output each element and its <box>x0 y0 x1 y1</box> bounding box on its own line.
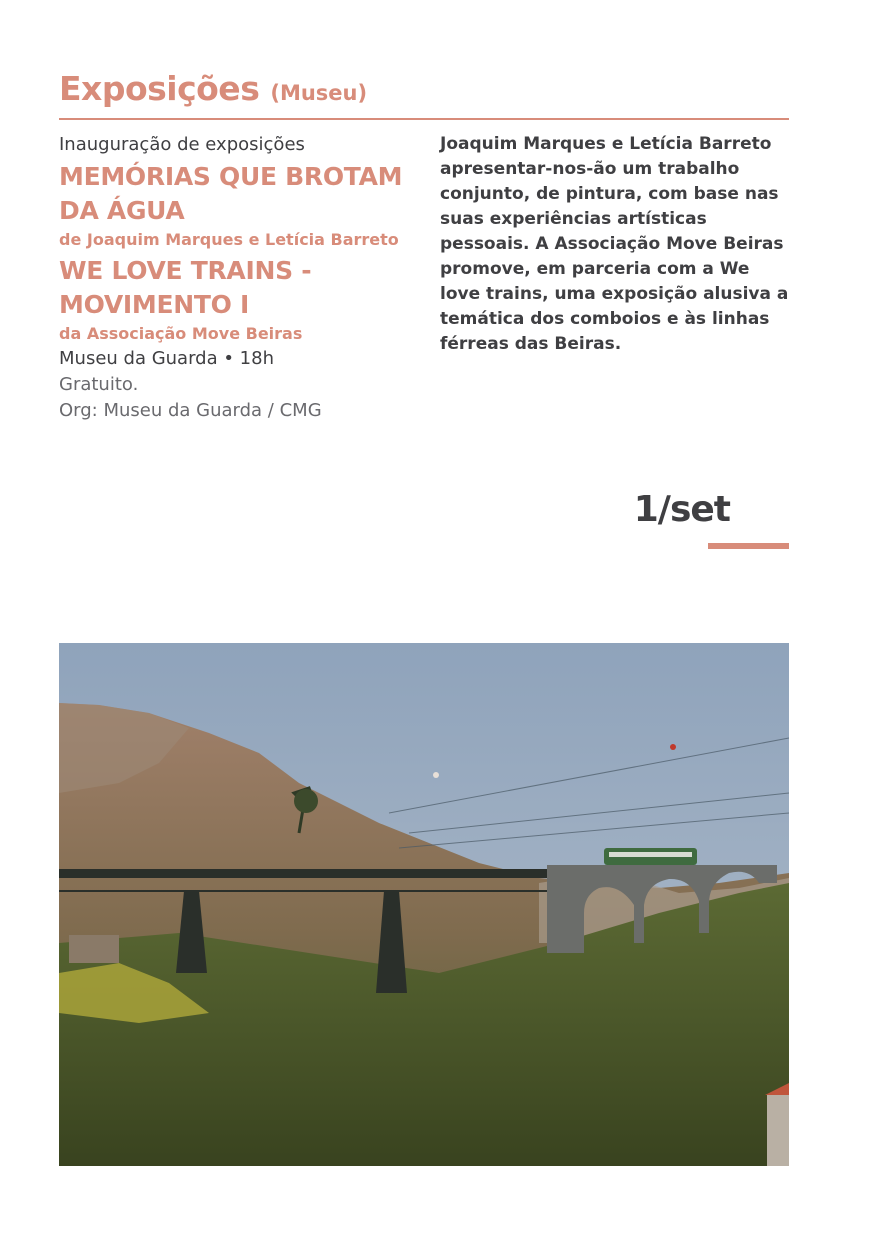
line-marker-white <box>433 772 439 778</box>
section-title-text: Exposições <box>59 69 260 108</box>
farmhouse <box>69 935 119 963</box>
line-marker-red <box>670 744 676 750</box>
event-organizer: Org: Museu da Guarda / CMG <box>59 400 322 421</box>
event-kicker: Inauguração de exposições <box>59 134 305 155</box>
train-windows <box>609 852 692 857</box>
section-title <box>59 66 789 116</box>
photo-illustration <box>59 643 789 1166</box>
event-details <box>59 132 429 424</box>
event-date: 1/set <box>633 489 730 530</box>
date-underline <box>708 543 789 549</box>
section-subtitle: (Museu) <box>270 81 368 105</box>
exhibition-title-2: WE LOVE TRAINS - MOVIMENTO I <box>59 256 312 319</box>
exhibition-author-2: da Associação Move Beiras <box>59 324 303 343</box>
event-description <box>440 132 790 357</box>
exhibition-title-1: MEMÓRIAS QUE BROTAM DA ÁGUA <box>59 162 403 225</box>
event-price: Gratuito. <box>59 374 139 395</box>
tree-canopy <box>294 789 318 813</box>
building-corner <box>767 1095 789 1166</box>
viaduct-deck <box>59 869 554 877</box>
train-viaduct-photo <box>59 643 789 1166</box>
section-header <box>59 66 789 116</box>
header-divider <box>59 118 789 120</box>
event-venue: Museu da Guarda • 18h <box>59 348 274 369</box>
exhibition-author-1: de Joaquim Marques e Letícia Barreto <box>59 230 399 249</box>
description-text: Joaquim Marques e Letícia Barreto apresentar-nos-ão um trabalho conjunto, de pintura, com base nas suas experiências artísticas pessoais. A Associação Move Beiras promove, em parceria com a We love trains, uma exposição alusiva a temática dos comboios e às linhas férreas das Beiras. <box>440 134 789 354</box>
